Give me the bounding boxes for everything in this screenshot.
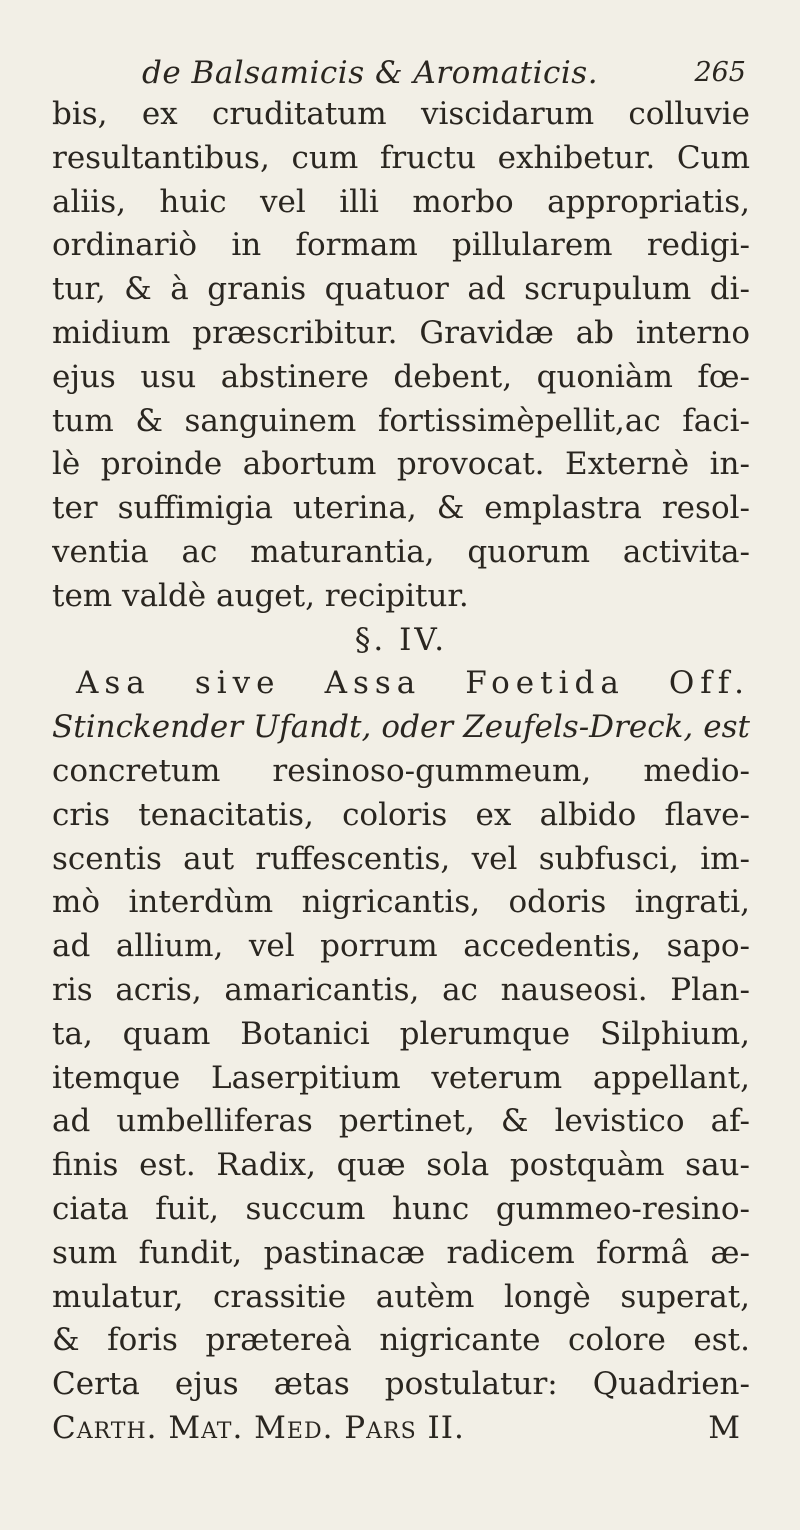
text-line: mulatur, crassitie autèm longè superat, — [52, 1278, 750, 1315]
text-line: concretum resinoso-gummeum, medio- — [52, 752, 750, 789]
text-line: tum & sanguinem fortissimèpellit,ac faci- — [52, 402, 750, 439]
text-line: sum fundit, pastinacæ radicem formâ æ- — [52, 1234, 750, 1271]
text-line: cris tenacitatis, coloris ex albido flave- — [52, 796, 750, 833]
text-line: aliis, huic vel illi morbo appropriatis, — [52, 183, 750, 220]
text-line: itemque Laserpitium veterum appellant, — [52, 1059, 750, 1096]
article-title: Asa sive Assa Foetida Off. — [76, 665, 750, 702]
text-line: & foris prætereà nigricante colore est. — [52, 1322, 750, 1359]
text-line: Certa ejus ætas postulatur: Quadrien- — [52, 1366, 750, 1403]
text-line: ta, quam Botanici plerumque Silphium, — [52, 1015, 750, 1052]
section-heading: §. IV. — [354, 621, 448, 658]
text-line: ejus usu abstinere debent, quoniàm fœ- — [52, 358, 750, 395]
text-line: mò interdùm nigricantis, odoris ingrati, — [52, 884, 750, 921]
running-title: de Balsamicis & Aromaticis. — [142, 55, 599, 91]
text-line: tem valdè auget, recipitur. — [52, 577, 469, 614]
text-line: ad allium, vel porrum accedentis, sapo- — [52, 928, 750, 965]
text-line: Stinckender Ufandt, oder Zeufels-Dreck, est — [52, 709, 750, 746]
text-line: lè proinde abortum provocat. Externè in- — [52, 446, 750, 483]
text-line: ad umbelliferas pertinet, & levistico af- — [52, 1103, 750, 1140]
text-line: ter suffimigia uterina, & emplastra resol- — [52, 490, 750, 527]
text-line: ordinariò in formam pillularem redigi- — [52, 227, 750, 264]
text-line: resultantibus, cum fructu exhibetur. Cum — [52, 139, 750, 176]
text-line: scentis aut ruffescentis, vel subfusci, im- — [52, 840, 750, 877]
page-header — [52, 55, 750, 89]
text-line: ciata fuit, succum hunc gummeo-resino- — [52, 1190, 750, 1227]
text-line: ris acris, amaricantis, ac nauseosi. Plan- — [52, 971, 750, 1008]
text-line: finis est. Radix, quæ sola postquàm sau- — [52, 1147, 750, 1184]
body-text — [52, 93, 750, 1407]
signature-mark: M — [708, 1409, 740, 1446]
signature-line: Carth. Mat. Med. Pars II. — [52, 1409, 465, 1446]
text-line: midium præscribitur. Gravidæ ab interno — [52, 314, 750, 351]
text-line: ventia ac maturantia, quorum activita- — [52, 533, 750, 570]
text-line: bis, ex cruditatum viscidarum colluvie — [52, 96, 750, 132]
page-footer — [52, 1407, 750, 1451]
text-line: tur, & à granis quatuor ad scrupulum di- — [52, 271, 750, 308]
page-number: 265 — [694, 57, 746, 88]
